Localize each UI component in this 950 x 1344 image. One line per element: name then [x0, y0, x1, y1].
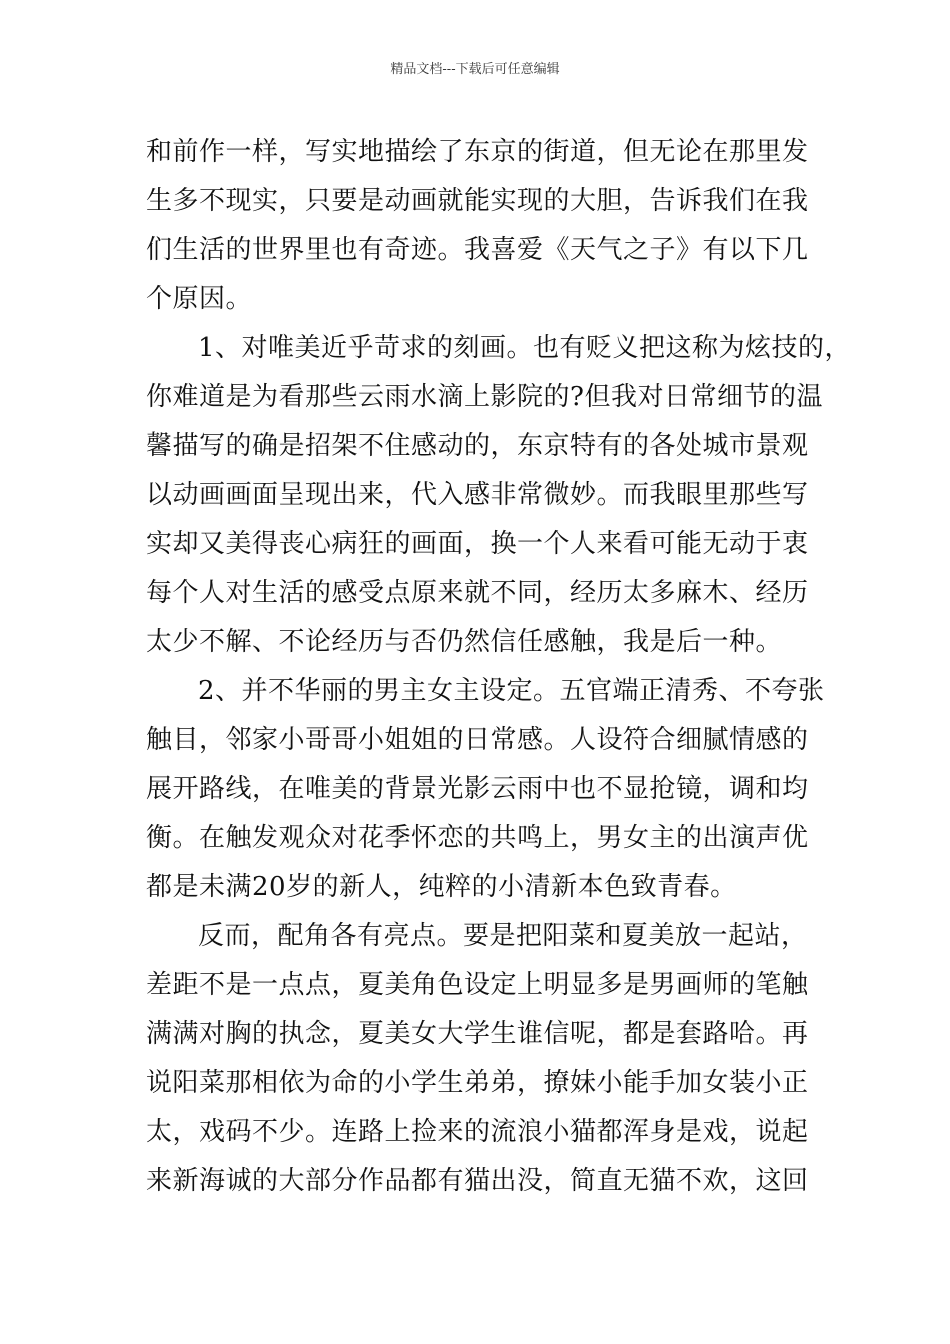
page-header: 精品文档---下载后可任意编辑 — [390, 62, 560, 77]
text-line: 太，戏码不少。连路上捡来的流浪小猫都浑身是戏，说起 — [146, 1117, 809, 1147]
text-line: 们生活的世界里也有奇迹。我喜爱《天气之子》有以下几 — [146, 235, 809, 265]
text-line: 每个人对生活的感受点原来就不同，经历太多麻木、经历 — [146, 578, 809, 608]
text-line: 反而，配角各有亮点。要是把阳菜和夏美放一起站， — [198, 921, 808, 951]
text-line: 衡。在触发观众对花季怀恋的共鸣上，男女主的出演声优 — [146, 823, 809, 853]
text-line: 差距不是一点点，夏美角色设定上明显多是男画师的笔触 — [146, 970, 809, 1000]
text-line: 和前作一样，写实地描绘了东京的街道，但无论在那里发 — [146, 137, 809, 167]
paragraph-point-1 — [146, 324, 852, 667]
text-line: 以动画画面呈现出来，代入感非常微妙。而我眼里那些写 — [146, 480, 809, 510]
text-line: 你难道是为看那些云雨水滴上影院的?但我对日常细节的温 — [146, 382, 823, 412]
text-line: 说阳菜那相依为命的小学生弟弟，撩妹小能手加女装小正 — [146, 1068, 809, 1098]
text-line: 个原因。 — [146, 284, 253, 314]
text-line: 实却又美得丧心病狂的画面，换一个人来看可能无动于衷 — [146, 529, 809, 559]
text-line: 生多不现实，只要是动画就能实现的大胆，告诉我们在我 — [146, 186, 809, 216]
paragraph-intro — [146, 128, 816, 324]
text-line: 馨描写的确是招架不住感动的，东京特有的各处城市景观 — [146, 431, 809, 461]
text-line: 触目，邻家小哥哥小姐姐的日常感。人设符合细腻情感的 — [146, 725, 809, 755]
paragraph-supporting-roles — [146, 912, 816, 1206]
text-line: 2、并不华丽的男主女主设定。五官端正清秀、不夸张 — [198, 676, 825, 706]
paragraph-point-2 — [146, 667, 825, 912]
document-body — [146, 128, 852, 1206]
text-line: 太少不解、不论经历与否仍然信任感触，我是后一种。 — [146, 627, 783, 657]
text-line: 展开路线，在唯美的背景光影云雨中也不显抢镜，调和均 — [146, 774, 809, 804]
text-line: 来新海诚的大部分作品都有猫出没，简直无猫不欢，这回 — [146, 1166, 809, 1196]
text-line: 1、对唯美近乎苛求的刻画。也有贬义把这称为炫技的， — [198, 333, 852, 363]
text-line: 都是未满20岁的新人，纯粹的小清新本色致青春。 — [146, 872, 737, 902]
text-line: 满满对胸的执念，夏美女大学生谁信呢，都是套路哈。再 — [146, 1019, 809, 1049]
